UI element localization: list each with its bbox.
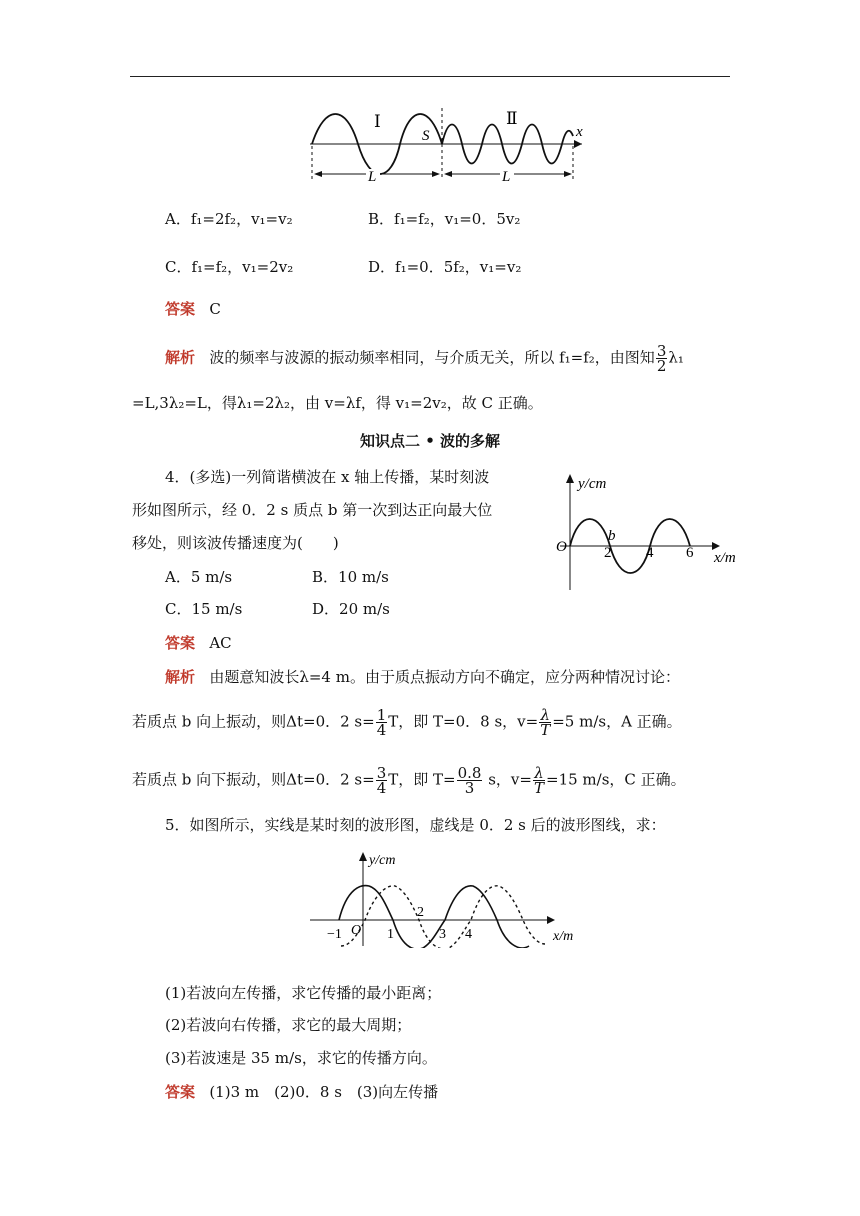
fig2-origin: O	[556, 539, 567, 555]
fig3-tick-4: 4	[465, 927, 472, 942]
label-x-axis: x	[576, 124, 583, 140]
q5-answer	[165, 1081, 438, 1103]
figure-wave-two-media	[300, 100, 600, 192]
q3-option-b: B．f₁=f₂，v₁=0．5v₂	[368, 210, 521, 228]
fig3-xlabel: x/m	[553, 929, 574, 944]
label-medium-II: Ⅱ	[506, 109, 518, 128]
answer-label: 答案	[165, 300, 196, 318]
q4-option-c: C．15 m/s	[165, 600, 243, 618]
fig2-tick-4: 4	[646, 545, 654, 561]
q5-part-2: (2)若波向右传播，求它的最大周期；	[165, 1016, 412, 1034]
header-rule	[130, 76, 730, 77]
q4-option-b: B．10 m/s	[312, 568, 389, 586]
q3-option-d: D．f₁=0．5f₂，v₁=v₂	[368, 258, 522, 276]
q5-part-1: (1)若波向左传播，求它传播的最小距离；	[165, 984, 442, 1002]
fraction-3-2: $\frac{3}{2}$	[656, 342, 667, 375]
fig3-tick-2: 2	[417, 905, 424, 920]
answer-value: AC	[209, 634, 232, 652]
q5-part-3: (3)若波速是 35 m/s，求它的传播方向。	[165, 1049, 437, 1067]
label-L-right: L	[502, 169, 511, 185]
q4-stem-line2: 形如图所示，经 0．2 s 质点 b 第一次到达正向最大位	[132, 501, 493, 519]
fig3-ylabel: y/cm	[369, 853, 396, 868]
q4-analysis-line3: 若质点 b 向下振动，则Δt=0．2 s= $\frac{3}{4}$ T，即 T= $\frac{0.8}{3}$ s，v= $\frac{\lambda}{T}$ =15 m/s，C 正确。	[132, 764, 686, 797]
section-title: 知识点二 • 波的多解	[359, 432, 501, 450]
q4-stem-line1: 4．(多选)一列简谐横波在 x 轴上传播，某时刻波	[165, 468, 490, 486]
label-L-left: L	[368, 169, 377, 185]
q4-analysis-line1: 解析 由题意知波长λ=4 m。由于质点振动方向不确定，应分两种情况讨论：	[165, 668, 680, 686]
fig2-tick-2: 2	[604, 545, 612, 561]
fig3-tick-1: 1	[387, 927, 394, 942]
q4-analysis-line2: 若质点 b 向上振动，则Δt=0．2 s= $\frac{1}{4}$ T，即 T=0．8 s，v= $\frac{\lambda}{T}$ =5 m/s，A 正确。	[132, 706, 682, 739]
fig2-ylabel: y/cm	[578, 476, 607, 492]
fig3-tick-m1: −1	[327, 927, 342, 942]
q3-option-c: C．f₁=f₂，v₁=2v₂	[165, 258, 294, 276]
fig2-xlabel: x/m	[714, 550, 736, 566]
answer-label: 答案	[165, 634, 196, 652]
fig3-tick-3: 3	[439, 927, 446, 942]
figure-wave-q4	[548, 470, 748, 596]
label-source-S: S	[422, 128, 430, 144]
q4-option-d: D．20 m/s	[312, 600, 390, 618]
figure-wave-q5	[305, 848, 595, 948]
q3-answer	[165, 298, 221, 320]
q3-analysis-line2: =L,3λ₂=L，得λ₁=2λ₂，由 v=λf，得 v₁=2v₂，故 C 正确。	[132, 394, 543, 412]
q5-stem: 5．如图所示，实线是某时刻的波形图，虚线是 0．2 s 后的波形图线，求：	[165, 816, 666, 834]
analysis-label: 解析	[165, 348, 196, 367]
q4-option-a: A．5 m/s	[165, 568, 233, 586]
fig2-point-b: b	[608, 528, 616, 544]
q3-option-a: A．f₁=2f₂，v₁=v₂	[165, 210, 293, 228]
q3-analysis-line1: 解析 波的频率与波源的振动频率相同，与介质无关，所以 f₁=f₂，由图知 $\frac{3}{2}$ λ₁	[165, 342, 684, 375]
answer-value: C	[209, 300, 221, 318]
analysis-label: 解析	[165, 668, 196, 686]
q4-stem-line3: 移处，则该波传播速度为( )	[132, 534, 339, 552]
answer-value: (1)3 m (2)0．8 s (3)向左传播	[209, 1083, 439, 1101]
q4-answer	[165, 632, 232, 654]
label-medium-I: Ⅰ	[374, 112, 381, 131]
answer-label: 答案	[165, 1083, 196, 1101]
fig2-tick-6: 6	[686, 545, 694, 561]
fig3-origin: O	[351, 923, 362, 938]
